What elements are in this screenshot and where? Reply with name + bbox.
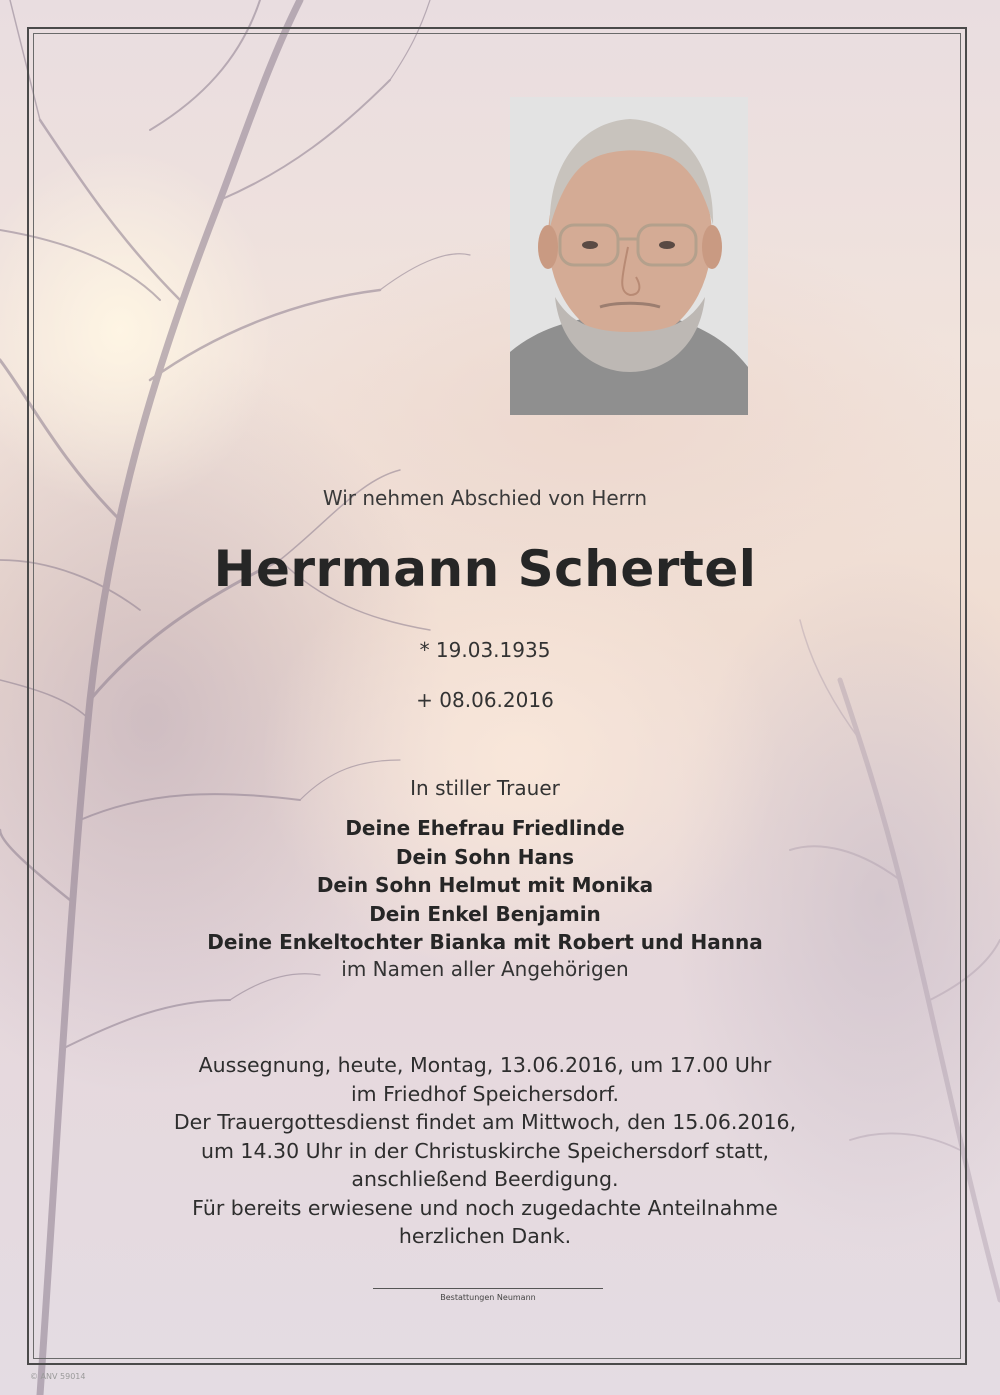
mourners-list [0,814,970,957]
intro-line: Wir nehmen Abschied von Herrn [322,486,648,510]
ceremony-line: Aussegnung, heute, Montag, 13.06.2016, um 17.00 Uhr [198,1053,772,1077]
death-date: + 08.06.2016 [416,688,554,712]
relatives-line: im Namen aller Angehörigen [341,957,629,981]
ceremony-line: um 14.30 Uhr in der Christuskirche Speichersdorf statt, [200,1138,770,1163]
ceremony-line: Der Trauergottesdienst findet am Mittwoch, den 15.06.2016, [173,1110,797,1134]
signature-line [373,1288,603,1289]
template-code: © ANV 59014 [30,1372,86,1381]
deceased-name: Herrmann Schertel [213,540,757,598]
ceremony-line: Für bereits erwiesene und noch zugedachte Anteilnahme [192,1195,778,1220]
mourning-heading: In stiller Trauer [410,776,560,800]
ceremony-line: herzlichen Dank. [398,1224,572,1248]
mourner-line: Deine Enkeltochter Bianka mit Robert und Hanna [207,930,763,954]
birth-date: * 19.03.1935 [419,638,551,662]
ceremony-line: anschließend Beerdigung. [351,1167,619,1191]
undertaker-name: Bestattungen Neumann [440,1293,536,1302]
ceremony-details [0,1051,970,1251]
mourner-line: Dein Enkel Benjamin [369,901,601,926]
mourner-line: Dein Sohn Helmut mit Monika [316,873,654,897]
mourner-line: Dein Sohn Hans [395,844,575,869]
portrait-photo [510,97,748,415]
ceremony-line: im Friedhof Speichersdorf. [350,1081,620,1106]
mourner-line: Deine Ehefrau Friedlinde [345,816,625,840]
